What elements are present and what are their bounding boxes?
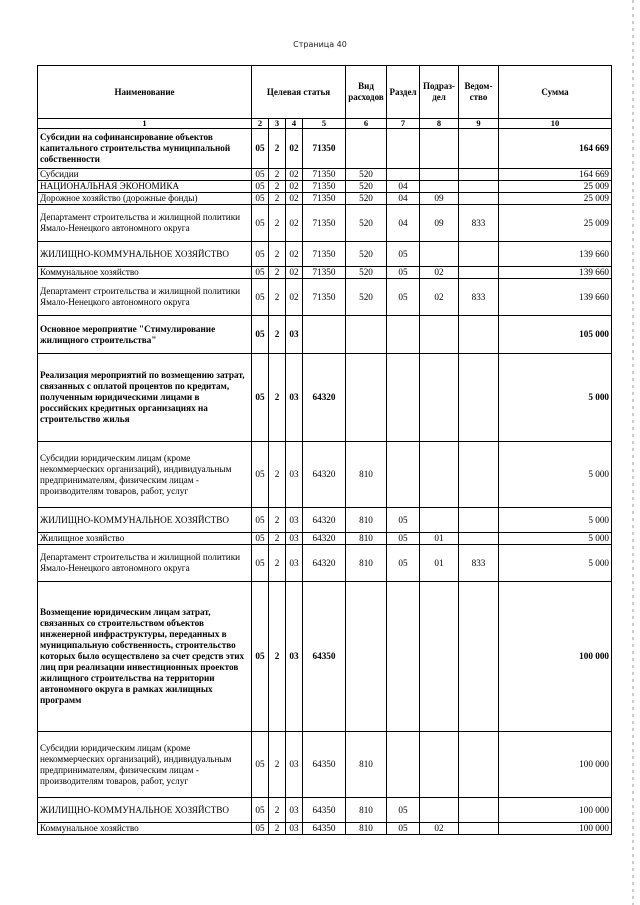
section-cell [387,316,420,354]
department-cell [459,533,499,545]
target-code-3-cell: 03 [286,316,303,354]
row-name-cell: Департамент строительства и жилищной политики Ямало-Ненецкого автономного округа [38,279,252,316]
table-row [38,508,612,533]
target-code-4-cell: 71350 [303,205,346,242]
target-code-1-cell: 05 [252,193,269,205]
table-row [38,442,612,508]
expense-type-cell: 520 [346,205,387,242]
subsection-cell [420,582,459,732]
amount-cell: 25 009 [499,193,612,205]
table-row [38,354,612,442]
target-code-2-cell: 2 [269,181,286,193]
expense-type-cell [346,354,387,442]
amount-cell: 100 000 [499,823,612,835]
section-cell: 04 [387,181,420,193]
target-code-4-cell: 71350 [303,279,346,316]
row-name-cell: Реализация мероприятий по возмещению затрат, связанных с оплатой процентов по кредитам, полученным юридическими лицами в российских кредитных организациях на строительство жилья [38,354,252,442]
subsection-cell [420,316,459,354]
target-code-4-cell: 64320 [303,354,346,442]
subsection-cell: 09 [420,193,459,205]
row-name-cell: ЖИЛИЩНО-КОММУНАЛЬНОЕ ХОЗЯЙСТВО [38,798,252,823]
target-code-4-cell: 64350 [303,732,346,798]
department-cell [459,508,499,533]
target-code-1-cell: 05 [252,354,269,442]
section-cell: 04 [387,193,420,205]
table-row [38,242,612,267]
subsection-cell [420,242,459,267]
section-cell [387,354,420,442]
target-code-1-cell: 05 [252,732,269,798]
target-code-2-cell: 2 [269,823,286,835]
department-cell [459,242,499,267]
expense-type-cell: 520 [346,267,387,279]
table-row [38,205,612,242]
table-row [38,279,612,316]
target-code-1-cell: 05 [252,205,269,242]
target-code-3-cell: 03 [286,582,303,732]
subsection-cell [420,442,459,508]
target-code-1-cell: 05 [252,169,269,181]
target-code-3-cell: 02 [286,181,303,193]
target-code-3-cell: 02 [286,242,303,267]
header-amount: Сумма [499,66,612,119]
subsection-cell: 02 [420,823,459,835]
row-name-cell: НАЦИОНАЛЬНАЯ ЭКОНОМИКА [38,181,252,193]
table-row [38,798,612,823]
department-cell [459,798,499,823]
target-code-3-cell: 03 [286,823,303,835]
subsection-cell: 02 [420,279,459,316]
column-index: 9 [459,119,499,129]
target-code-2-cell: 2 [269,798,286,823]
section-cell: 05 [387,267,420,279]
expense-type-cell: 810 [346,533,387,545]
subsection-cell: 01 [420,545,459,582]
target-code-1-cell: 05 [252,582,269,732]
row-name-cell: Департамент строительства и жилищной политики Ямало-Ненецкого автономного округа [38,545,252,582]
target-code-3-cell: 02 [286,267,303,279]
target-code-3-cell: 03 [286,732,303,798]
section-cell [387,732,420,798]
department-cell [459,169,499,181]
header-name: Наименование [38,66,252,119]
column-index: 1 [38,119,252,129]
amount-cell: 139 660 [499,242,612,267]
target-code-4-cell [303,316,346,354]
amount-cell: 139 660 [499,279,612,316]
department-cell [459,267,499,279]
expense-type-cell: 810 [346,545,387,582]
table-body [38,129,612,835]
row-name-cell: Основное мероприятие "Стимулирование жилищного строительства" [38,316,252,354]
row-name-cell: Департамент строительства и жилищной политики Ямало-Ненецкого автономного округа [38,205,252,242]
amount-cell: 139 660 [499,267,612,279]
section-cell: 05 [387,798,420,823]
amount-cell: 164 669 [499,129,612,169]
header-target-article: Целевая статья [252,66,346,119]
target-code-3-cell: 02 [286,129,303,169]
department-cell [459,181,499,193]
amount-cell: 5 000 [499,533,612,545]
section-cell: 04 [387,205,420,242]
column-index: 5 [303,119,346,129]
target-code-3-cell: 02 [286,279,303,316]
scan-edge-artifact [632,0,634,905]
target-code-4-cell: 71350 [303,193,346,205]
row-name-cell: Субсидии [38,169,252,181]
table-row [38,823,612,835]
row-name-cell: Возмещение юридическим лицам затрат, связанных со строительством объектов инженерной инфраструктуры, переданных в муниципальную собственность, строительство которых было осуществлено за счет средств этих лиц при реализации инвестиционных проектов жилищного строительства на территории автономного округа в рамках жилищных программ [38,582,252,732]
target-code-1-cell: 05 [252,823,269,835]
target-code-3-cell: 02 [286,169,303,181]
target-code-2-cell: 2 [269,354,286,442]
column-index: 10 [499,119,612,129]
target-code-3-cell: 02 [286,205,303,242]
expense-type-cell: 810 [346,732,387,798]
target-code-4-cell: 64320 [303,508,346,533]
subsection-cell [420,181,459,193]
amount-cell: 5 000 [499,545,612,582]
target-code-3-cell: 03 [286,545,303,582]
department-cell: 833 [459,545,499,582]
expense-type-cell: 520 [346,279,387,316]
amount-cell: 5 000 [499,508,612,533]
target-code-2-cell: 2 [269,129,286,169]
target-code-2-cell: 2 [269,732,286,798]
target-code-2-cell: 2 [269,508,286,533]
row-name-cell: ЖИЛИЩНО-КОММУНАЛЬНОЕ ХОЗЯЙСТВО [38,242,252,267]
column-index-row [38,119,612,129]
expense-type-cell: 520 [346,193,387,205]
header-row [38,66,612,119]
target-code-2-cell: 2 [269,169,286,181]
page-number-label: Страница 40 [293,40,347,49]
target-code-1-cell: 05 [252,798,269,823]
expense-type-cell: 520 [346,181,387,193]
subsection-cell: 02 [420,267,459,279]
target-code-4-cell: 71350 [303,169,346,181]
target-code-1-cell: 05 [252,242,269,267]
target-code-2-cell: 2 [269,205,286,242]
target-code-3-cell: 03 [286,354,303,442]
amount-cell: 5 000 [499,442,612,508]
column-index: 8 [420,119,459,129]
column-index: 6 [346,119,387,129]
expense-type-cell: 810 [346,442,387,508]
target-code-1-cell: 05 [252,545,269,582]
table-row [38,582,612,732]
target-code-1-cell: 05 [252,316,269,354]
subsection-cell [420,169,459,181]
amount-cell: 25 009 [499,181,612,193]
target-code-1-cell: 05 [252,129,269,169]
target-code-1-cell: 05 [252,442,269,508]
subsection-cell [420,732,459,798]
target-code-4-cell: 71350 [303,181,346,193]
target-code-2-cell: 2 [269,193,286,205]
target-code-4-cell: 71350 [303,129,346,169]
target-code-3-cell: 03 [286,508,303,533]
row-name-cell: Коммунальное хозяйство [38,823,252,835]
expense-type-cell: 810 [346,508,387,533]
target-code-2-cell: 2 [269,267,286,279]
expense-type-cell: 810 [346,823,387,835]
row-name-cell: Субсидии на софинансирование объектов капитального строительства муниципальной собственности [38,129,252,169]
department-cell [459,732,499,798]
section-cell: 05 [387,279,420,316]
row-name-cell: Субсидии юридическим лицам (кроме некоммерческих организаций), индивидуальным предпринимателям, физическим лицам - производителям товаров, работ, услуг [38,732,252,798]
target-code-4-cell: 71350 [303,267,346,279]
budget-table [37,65,612,835]
target-code-3-cell: 03 [286,798,303,823]
section-cell: 05 [387,545,420,582]
expense-type-cell [346,582,387,732]
amount-cell: 5 000 [499,354,612,442]
table-row [38,169,612,181]
subsection-cell: 09 [420,205,459,242]
target-code-1-cell: 05 [252,508,269,533]
section-cell: 05 [387,508,420,533]
department-cell [459,129,499,169]
subsection-cell [420,129,459,169]
section-cell [387,442,420,508]
target-code-2-cell: 2 [269,242,286,267]
target-code-1-cell: 05 [252,181,269,193]
amount-cell: 100 000 [499,732,612,798]
table-row [38,181,612,193]
subsection-cell [420,354,459,442]
target-code-4-cell: 64350 [303,582,346,732]
header-expense-type: Вид расходов [346,66,387,119]
header-department: Ведом-ство [459,66,499,119]
row-name-cell: Дорожное хозяйство (дорожные фонды) [38,193,252,205]
column-index: 2 [252,119,269,129]
target-code-2-cell: 2 [269,582,286,732]
target-code-4-cell: 71350 [303,242,346,267]
target-code-2-cell: 2 [269,545,286,582]
table-row [38,129,612,169]
table-row [38,193,612,205]
expense-type-cell: 520 [346,242,387,267]
expense-type-cell: 520 [346,169,387,181]
target-code-1-cell: 05 [252,533,269,545]
column-index: 4 [286,119,303,129]
table-row [38,316,612,354]
table-row [38,545,612,582]
column-index: 3 [269,119,286,129]
target-code-4-cell: 64350 [303,798,346,823]
target-code-3-cell: 03 [286,533,303,545]
target-code-4-cell: 64320 [303,545,346,582]
expense-type-cell [346,129,387,169]
section-cell: 05 [387,823,420,835]
row-name-cell: Субсидии юридическим лицам (кроме некоммерческих организаций), индивидуальным предпринимателям, физическим лицам - производителям товаров, работ, услуг [38,442,252,508]
expense-type-cell: 810 [346,798,387,823]
amount-cell: 25 009 [499,205,612,242]
department-cell [459,442,499,508]
subsection-cell [420,508,459,533]
target-code-3-cell: 03 [286,442,303,508]
amount-cell: 105 000 [499,316,612,354]
department-cell [459,193,499,205]
target-code-2-cell: 2 [269,442,286,508]
table-row [38,732,612,798]
target-code-1-cell: 05 [252,267,269,279]
column-index: 7 [387,119,420,129]
expense-type-cell [346,316,387,354]
row-name-cell: Жилищное хозяйство [38,533,252,545]
department-cell [459,316,499,354]
table-row [38,533,612,545]
header-subsection: Подраз-дел [420,66,459,119]
section-cell [387,169,420,181]
amount-cell: 100 000 [499,582,612,732]
department-cell [459,582,499,732]
target-code-1-cell: 05 [252,279,269,316]
department-cell: 833 [459,279,499,316]
amount-cell: 100 000 [499,798,612,823]
amount-cell: 164 669 [499,169,612,181]
section-cell [387,582,420,732]
target-code-3-cell: 02 [286,193,303,205]
row-name-cell: Коммунальное хозяйство [38,267,252,279]
target-code-4-cell: 64320 [303,533,346,545]
header-section: Раздел [387,66,420,119]
target-code-2-cell: 2 [269,316,286,354]
target-code-2-cell: 2 [269,533,286,545]
target-code-2-cell: 2 [269,279,286,316]
subsection-cell [420,798,459,823]
department-cell [459,823,499,835]
department-cell [459,354,499,442]
section-cell: 05 [387,242,420,267]
section-cell: 05 [387,533,420,545]
department-cell: 833 [459,205,499,242]
section-cell [387,129,420,169]
target-code-4-cell: 64350 [303,823,346,835]
table-row [38,267,612,279]
row-name-cell: ЖИЛИЩНО-КОММУНАЛЬНОЕ ХОЗЯЙСТВО [38,508,252,533]
subsection-cell: 01 [420,533,459,545]
target-code-4-cell: 64320 [303,442,346,508]
